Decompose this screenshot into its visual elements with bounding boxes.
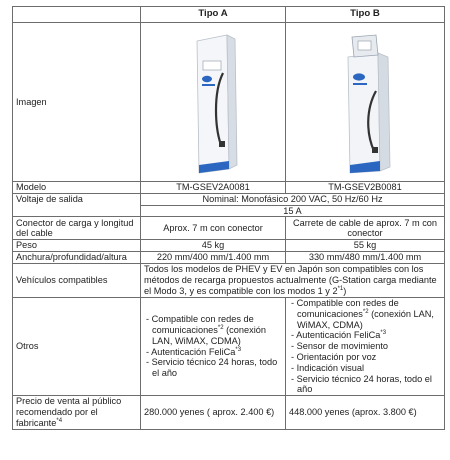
header-tipo-b: Tipo B <box>286 7 445 23</box>
conector-b: Carrete de cable de aprox. 7 m con conector <box>286 217 445 240</box>
row-peso <box>13 240 445 252</box>
otros-b-list <box>289 298 441 395</box>
list-item: - Autenticación FeliCa$^{*3}$ <box>146 346 242 357</box>
label-dimensiones: Anchura/profundidad/altura <box>13 252 141 264</box>
label-precio <box>13 396 141 430</box>
label-conector: Conector de carga y longitud del cable <box>13 217 141 240</box>
row-dimensiones <box>13 252 445 264</box>
vehiculos-footnote: *1 <box>337 285 344 292</box>
row-precio <box>13 396 445 430</box>
otros-b <box>286 297 445 395</box>
charger-type-b-icon <box>332 33 398 175</box>
precio-label-text: Precio de venta al público recomendado por el fabricante <box>16 396 122 429</box>
precio-a: 280.000 yenes ( aprox. 2.400 €) <box>141 396 286 430</box>
vehiculos-text: Todos los modelos de PHEV y EV en Japón son compatibles con los métodos de recarga propuestos actualmente (G-Station carga mediante el Modo 3, y es compatible con los modos 1 y 2 <box>144 264 437 296</box>
modelo-b: TM-GSEV2B0081 <box>286 182 445 194</box>
label-imagen: Imagen <box>13 23 141 182</box>
vehiculos-value <box>141 263 445 297</box>
corriente-value: 15 A <box>141 205 445 217</box>
list-item: - Orientación por voz <box>291 351 377 362</box>
otros-a <box>141 297 286 395</box>
list-item: - Servicio técnico 24 horas, todo el año <box>146 357 278 379</box>
conector-a: Aprox. 7 m con conector <box>141 217 286 240</box>
precio-footnote: *4 <box>56 417 63 424</box>
otros-a-list <box>144 314 282 379</box>
dimensiones-b: 330 mm/480 mm/1.400 mm <box>286 252 445 264</box>
header-empty <box>13 7 141 23</box>
spec-table <box>12 6 445 430</box>
row-otros <box>13 297 445 395</box>
row-imagen <box>13 23 445 182</box>
voltaje-value: Nominal: Monofásico 200 VAC, 50 Hz/60 Hz <box>141 193 445 205</box>
row-modelo <box>13 182 445 194</box>
header-tipo-a: Tipo A <box>141 7 286 23</box>
dimensiones-a: 220 mm/400 mm/1.400 mm <box>141 252 286 264</box>
list-item: - Compatible con redes de comunicaciones$^{*2}$ (conexión LAN, WiMAX, CDMA) <box>291 297 434 330</box>
header-row <box>13 7 445 23</box>
modelo-a: TM-GSEV2A0081 <box>141 182 286 194</box>
label-voltaje: Voltaje de salida <box>13 193 141 217</box>
row-vehiculos <box>13 263 445 297</box>
row-voltaje <box>13 193 445 205</box>
precio-b: 448.000 yenes (aprox. 3.800 €) <box>286 396 445 430</box>
peso-a: 45 kg <box>141 240 286 252</box>
list-item: - Indicación visual <box>291 362 365 373</box>
label-vehiculos: Vehículos compatibles <box>13 263 141 297</box>
list-item: - Autenticación FeliCa$^{*3}$ <box>291 330 387 341</box>
list-item: - Servicio técnico 24 horas, todo el año <box>291 373 432 395</box>
vehiculos-tail: ) <box>343 285 347 296</box>
list-item: - Sensor de movimiento <box>291 341 389 352</box>
image-cell-b <box>286 23 445 182</box>
label-otros: Otros <box>13 297 141 395</box>
image-cell-a <box>141 23 286 182</box>
label-peso: Peso <box>13 240 141 252</box>
peso-b: 55 kg <box>286 240 445 252</box>
charger-type-a-icon <box>183 33 243 175</box>
list-item: - Compatible con redes de comunicaciones$^{*2}$ (conexión LAN, WiMAX, CDMA) <box>146 314 266 346</box>
row-conector <box>13 217 445 240</box>
label-modelo: Modelo <box>13 182 141 194</box>
